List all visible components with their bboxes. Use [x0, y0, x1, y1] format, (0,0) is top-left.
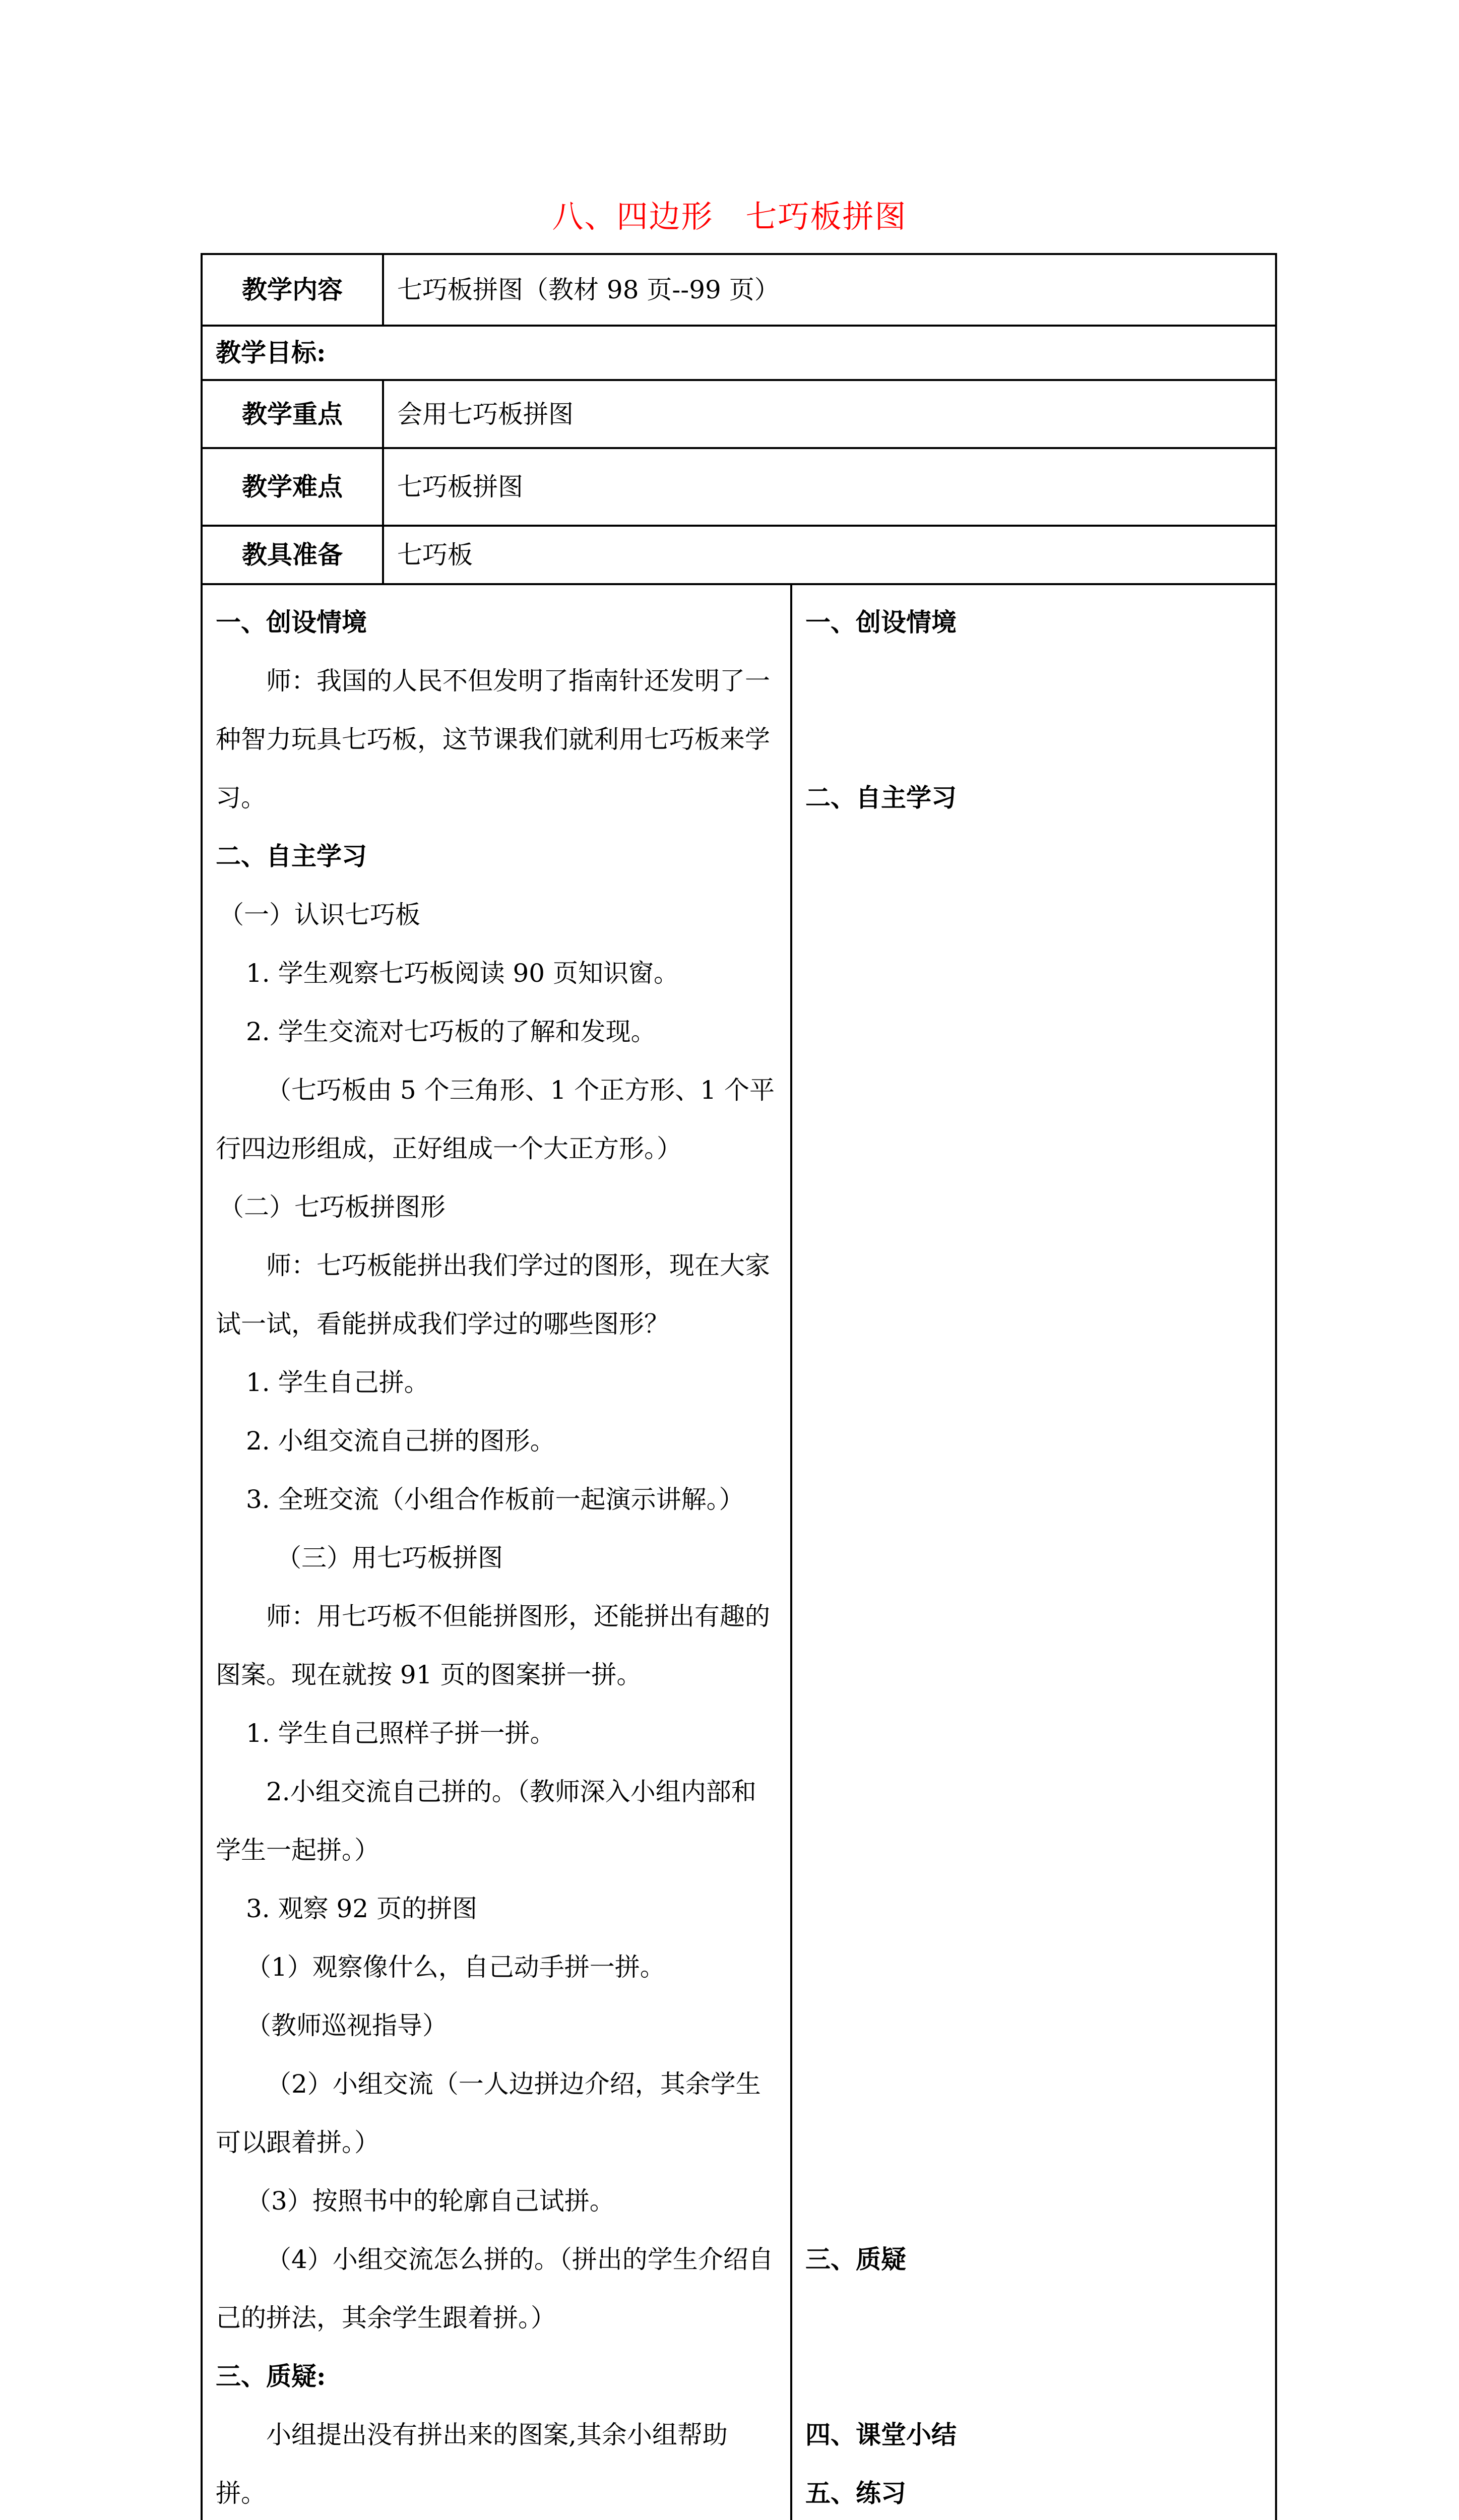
row-teaching-focus: [202, 380, 1276, 448]
row-teaching-difficulty: [202, 448, 1276, 526]
teaching-tools-value: 七巧板: [383, 526, 1276, 584]
list-item: 1. 学生自己拼。: [246, 1368, 429, 1397]
teaching-focus-value: 会用七巧板拼图: [383, 380, 1276, 448]
paragraph: （2）小组交流（一人边拼边介绍，其余学生可以跟着拼。）: [216, 2069, 761, 2157]
row-teaching-tools: [202, 526, 1276, 584]
notes-heading: 三、质疑: [805, 2244, 906, 2274]
sub-heading: （二）七巧板拼图形: [219, 1192, 446, 1222]
teaching-difficulty-value: 七巧板拼图: [383, 448, 1276, 526]
paragraph: 师：七巧板能拼出我们学过的图形，现在大家试一试，看能拼成我们学过的哪些图形？: [216, 1251, 770, 1339]
list-item: （1）观察像什么，自己动手拼一拼。: [246, 1952, 665, 1982]
list-item: （教师巡视指导）: [246, 2011, 448, 2040]
teaching-content-label: 教学内容: [202, 254, 383, 326]
paragraph: 师：用七巧板不但能拼图形，还能拼出有趣的图案。现在就按 91 页的图案拼一拼。: [216, 1602, 770, 1689]
list-item: 1. 学生观察七巧板阅读 90 页知识窗。: [246, 959, 679, 988]
row-teaching-content: [202, 254, 1276, 326]
teaching-difficulty-label: 教学难点: [202, 448, 383, 526]
notes-heading: 四、课堂小结: [805, 2420, 957, 2449]
list-item: 1. 学生自己照样子拼一拼。: [246, 1719, 555, 1748]
teaching-content-value: 七巧板拼图（教材 98 页--99 页）: [383, 254, 1276, 326]
list-item: 3. 观察 92 页的拼图: [246, 1894, 478, 1923]
notes-heading: 五、练习: [805, 2478, 906, 2508]
document-title: 八、四边形 七巧板拼图: [552, 198, 907, 235]
sub-heading: （三）用七巧板拼图: [276, 1543, 503, 1572]
notes-heading: 一、创设情境: [805, 607, 957, 637]
notes-cell: [791, 584, 1276, 2520]
paragraph: 2.小组交流自己拼的。（教师深入小组内部和学生一起拼。）: [216, 1777, 756, 1865]
row-lesson-body: [202, 584, 1276, 2520]
teaching-tools-label: 教具准备: [202, 526, 383, 584]
paragraph: 师：我国的人民不但发明了指南针还发明了一种智力玩具七巧板，这节课我们就利用七巧板来学习。: [216, 666, 770, 812]
paragraph: （4）小组交流怎么拼的。（拼出的学生介绍自己的拼法，其余学生跟着拼。）: [216, 2245, 774, 2333]
paragraph: 小组提出没有拼出来的图案,其余小组帮助拼。: [216, 2420, 728, 2508]
section-heading: 三、质疑:: [216, 2361, 326, 2391]
list-item: 2. 小组交流自己拼的图形。: [246, 1426, 555, 1456]
list-item: 3. 全班交流（小组合作板前一起演示讲解。）: [246, 1485, 744, 1514]
row-teaching-goals: [202, 326, 1276, 380]
sub-heading: （一）认识七巧板: [219, 900, 420, 929]
list-item: 2. 学生交流对七巧板的了解和发现。: [246, 1017, 656, 1046]
teaching-goals-label: 教学目标:: [202, 326, 1276, 380]
paragraph: （七巧板由 5 个三角形、1 个正方形、1 个平行四边形组成，正好组成一个大正方形。）: [216, 1076, 775, 1163]
list-item: （3）按照书中的轮廓自己试拼。: [246, 2186, 615, 2216]
lesson-plan-table: [201, 253, 1277, 2520]
lesson-process-cell: [202, 584, 791, 2520]
notes-heading: 二、自主学习: [805, 783, 957, 812]
section-heading: 二、自主学习: [216, 841, 367, 871]
section-heading: 一、创设情境: [216, 607, 367, 637]
teaching-focus-label: 教学重点: [202, 380, 383, 448]
